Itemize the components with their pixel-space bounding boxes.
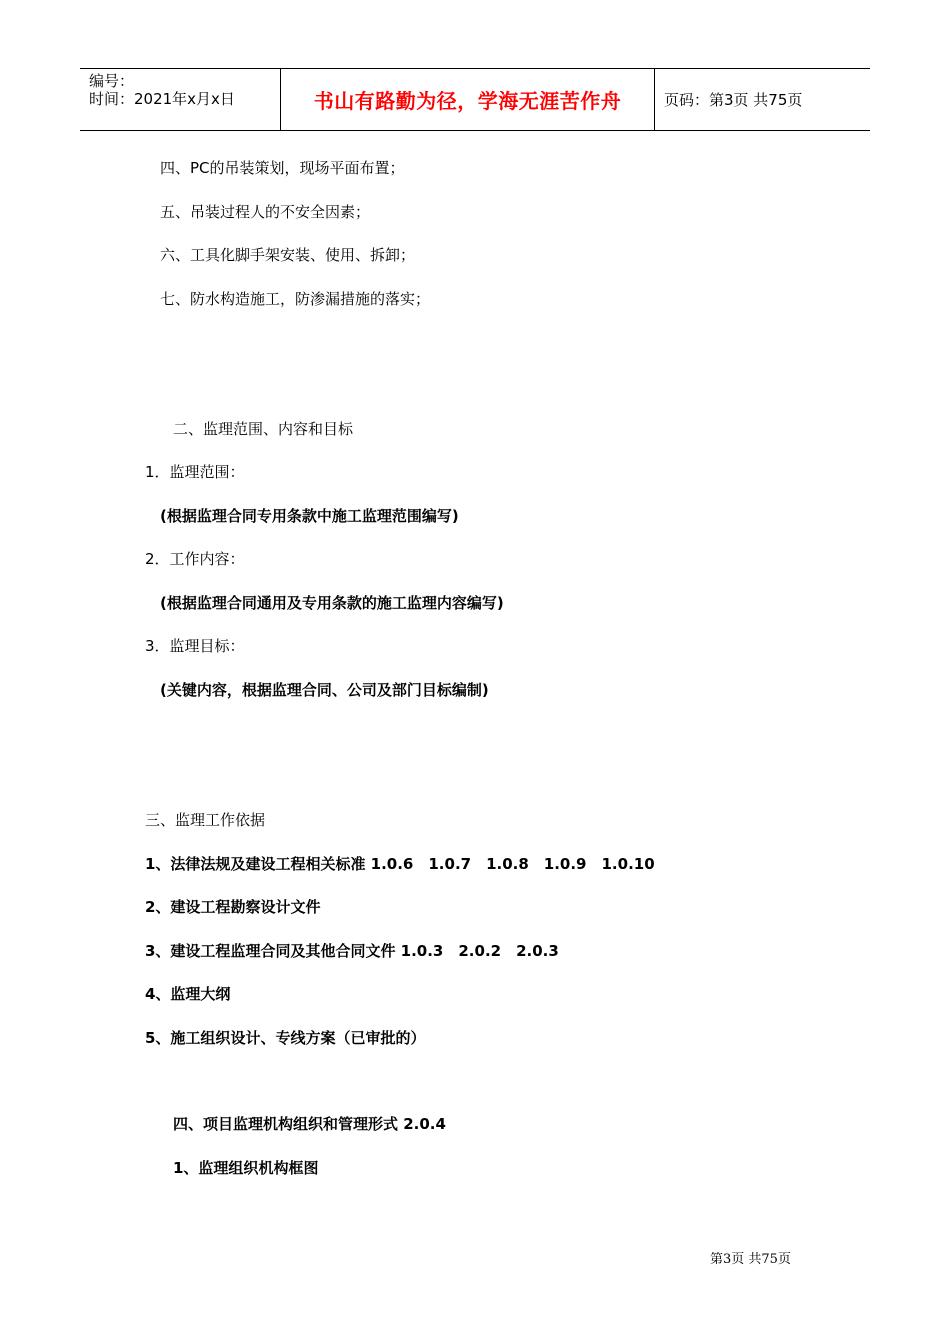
list-item: 2．工作内容： xyxy=(145,550,245,568)
header-meta-cell xyxy=(80,69,281,130)
section-three-heading: 三、监理工作依据 xyxy=(145,811,266,829)
header-motto-cell xyxy=(281,69,655,130)
section-four-heading: 四、项目监理机构组织和管理形式 2.0.4 xyxy=(173,1115,446,1133)
list-item-note: (关键内容，根据监理合同、公司及部门目标编制) xyxy=(160,681,489,699)
page-header xyxy=(80,68,870,131)
list-item: 四、PC的吊装策划，现场平面布置； xyxy=(160,159,405,177)
list-item: 1、监理组织机构框图 xyxy=(173,1159,319,1177)
header-number-label: 编号： xyxy=(89,72,135,90)
list-item: 3、建设工程监理合同及其他合同文件 1.0.3 2.0.2 2.0.3 xyxy=(145,942,559,960)
list-item: 六、工具化脚手架安装、使用、拆卸； xyxy=(160,246,416,264)
list-item: 2、建设工程勘察设计文件 xyxy=(145,898,321,916)
list-item-note: (根据监理合同通用及专用条款的施工监理内容编写) xyxy=(160,594,504,612)
list-item-note: (根据监理合同专用条款中施工监理范围编写) xyxy=(160,507,459,525)
list-item: 5、施工组织设计、专线方案（已审批的） xyxy=(145,1029,426,1047)
list-item: 七、防水构造施工，防渗漏措施的落实； xyxy=(160,290,431,308)
list-item: 4、监理大纲 xyxy=(145,985,231,1003)
section-two-heading: 二、监理范围、内容和目标 xyxy=(173,420,354,438)
list-item: 五、吊装过程人的不安全因素； xyxy=(160,203,371,221)
page-footer-number: 第3页 共75页 xyxy=(710,1252,791,1267)
header-time-label: 时间：2021年x月x日 xyxy=(89,90,235,108)
header-page-cell xyxy=(655,69,870,130)
header-page-info: 页码：第3页 共75页 xyxy=(664,91,803,109)
header-motto: 书山有路勤为径，学海无涯苦作舟 xyxy=(313,89,622,113)
list-item: 1．监理范围： xyxy=(145,463,245,481)
list-item: 3．监理目标： xyxy=(145,637,245,655)
list-item: 1、法律法规及建设工程相关标准 1.0.6 1.0.7 1.0.8 1.0.9 1.0.10 xyxy=(145,855,655,873)
